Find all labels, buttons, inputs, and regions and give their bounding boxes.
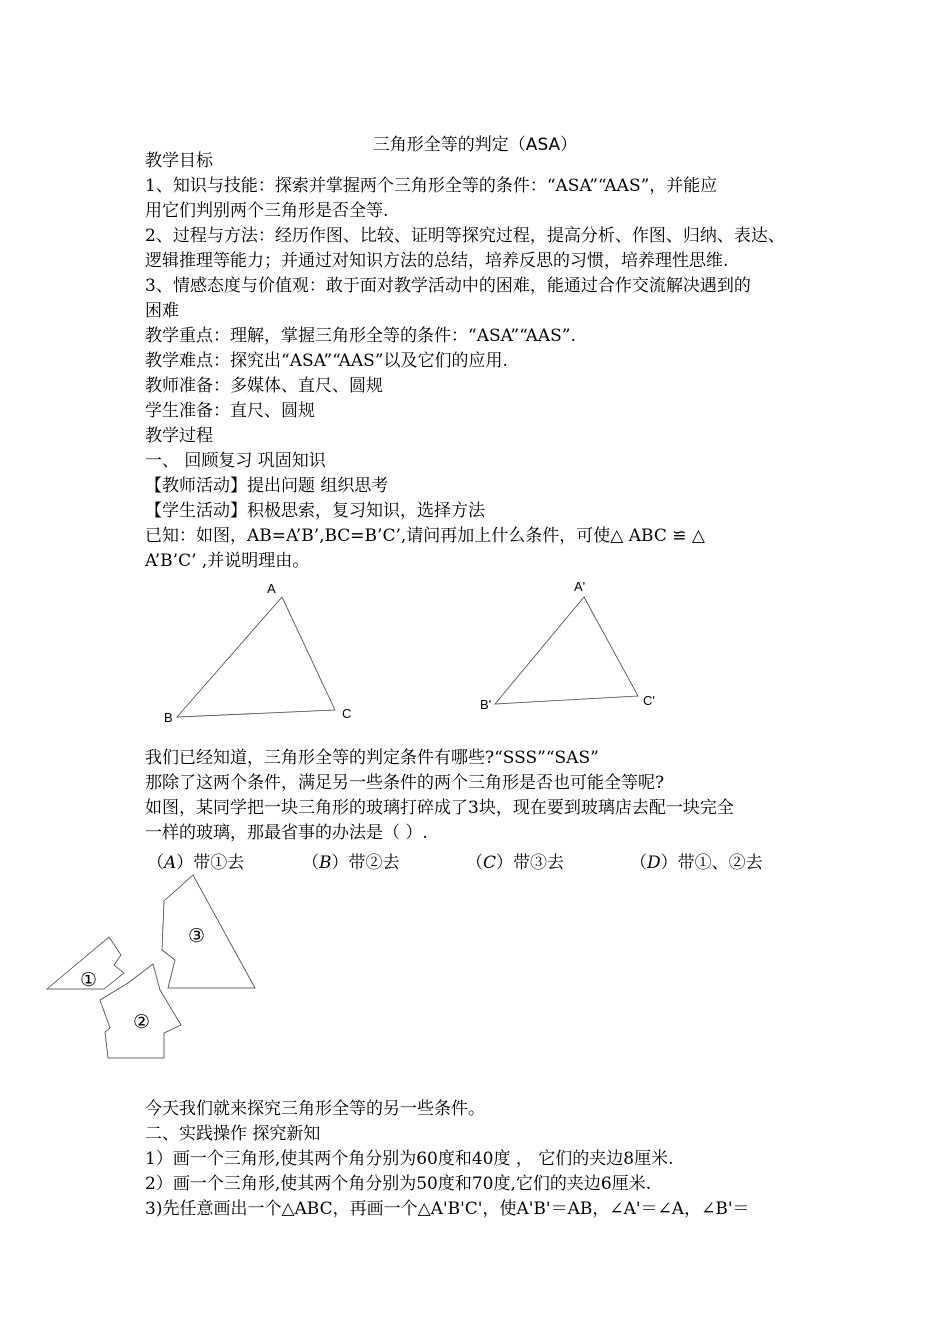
option-c-letter: C [483, 853, 497, 873]
option-a-text: 带①去 [193, 853, 245, 873]
text-line: 教学难点：探究出“ASA”“AAS”以及它们的应用. [145, 351, 508, 371]
label-c: C [342, 706, 352, 721]
option-c: （C）带③去 [466, 853, 565, 873]
option-d: （D）带①、②去 [630, 853, 763, 873]
text-line: 【学生活动】积极思索，复习知识，选择方法 [145, 501, 485, 521]
text-line: 教学重点：理解，掌握三角形全等的条件：“ASA”“AAS”. [145, 326, 576, 346]
option-d-letter: D [647, 853, 661, 873]
text-line: 2）画一个三角形,使其两个角分别为50度和70度,它们的夹边6厘米. [145, 1174, 652, 1194]
text-line: A’B’C’ ,并说明理由。 [145, 551, 310, 571]
text-line: 一、 回顾复习 巩固知识 [145, 451, 326, 471]
text-line: 3)先任意画出一个△ABC，再画一个△A'B'C'，使A'B'＝AB，∠A'＝∠A，∠B'＝ [145, 1199, 750, 1219]
piece-1-label: ① [80, 969, 98, 991]
text-line: 2、过程与方法：经历作图、比较、证明等探究过程，提高分析、作图、归纳、表达、 [145, 226, 785, 246]
text-line: 教学过程 [145, 426, 213, 446]
text-line: 3、情感态度与价值观：敢于面对教学活动中的困难，能通过合作交流解决遇到的 [145, 276, 751, 296]
option-a-letter: A [164, 853, 177, 873]
text-line: 今天我们就来探究三角形全等的另一些条件。 [145, 1099, 485, 1119]
text-line: 如图，某同学把一块三角形的玻璃打碎成了3块，现在要到玻璃店去配一块完全 [145, 798, 734, 818]
piece-3-label: ③ [188, 925, 206, 947]
page-title: 三角形全等的判定（ASA） [372, 135, 578, 155]
label-b-prime: B' [480, 697, 492, 712]
text-line: 二、实践操作 探究新知 [145, 1124, 321, 1144]
piece-2-label: ② [133, 1011, 151, 1033]
option-c-text: 带③去 [513, 853, 565, 873]
text-line: 1、知识与技能：探索并掌握两个三角形全等的条件：“ASA”“AAS”，并能应 [145, 176, 718, 196]
text-line: 学生准备：直尺、圆规 [145, 401, 315, 421]
option-b-letter: B [319, 853, 332, 873]
triangle-abc-prime [495, 597, 638, 704]
text-line: 逻辑推理等能力；并通过对知识方法的总结，培养反思的习惯，培养理性思维. [145, 251, 729, 271]
label-a: A [267, 581, 276, 596]
option-b: （B）带②去 [302, 853, 400, 873]
label-c-prime: C' [643, 693, 655, 708]
label-a-prime: A' [574, 579, 586, 594]
text-line: 困难 [145, 301, 179, 321]
glass-piece-3 [162, 875, 255, 988]
text-line: 那除了这两个条件，满足另一些条件的两个三角形是否也可能全等呢? [145, 773, 665, 793]
glass-pieces-figure [0, 865, 300, 1065]
text-line: 我们已经知道，三角形全等的判定条件有哪些?“SSS”“SAS” [145, 748, 599, 768]
text-line: 一样的玻璃，那最省事的办法是（ ）. [145, 823, 428, 843]
option-d-text: 带①、②去 [677, 853, 763, 873]
text-line: 【教师活动】提出问题 组织思考 [145, 476, 389, 496]
option-a: （A）带①去 [147, 853, 245, 873]
text-line: 已知：如图，AB=A’B’,BC=B’C’,请问再加上什么条件，可使△ ABC ≌ △ [145, 526, 705, 546]
text-line: 1）画一个三角形,使其两个角分别为60度和40度 ， 它们的夹边8厘米. [145, 1149, 674, 1169]
triangle-abc [177, 597, 335, 717]
text-line: 教学目标 [145, 151, 213, 171]
text-line: 教师准备：多媒体、直尺、圆规 [145, 376, 383, 396]
label-b: B [164, 710, 173, 725]
option-b-text: 带②去 [348, 853, 400, 873]
triangles-figure [0, 570, 950, 740]
text-line: 用它们判别两个三角形是否全等. [145, 201, 389, 221]
